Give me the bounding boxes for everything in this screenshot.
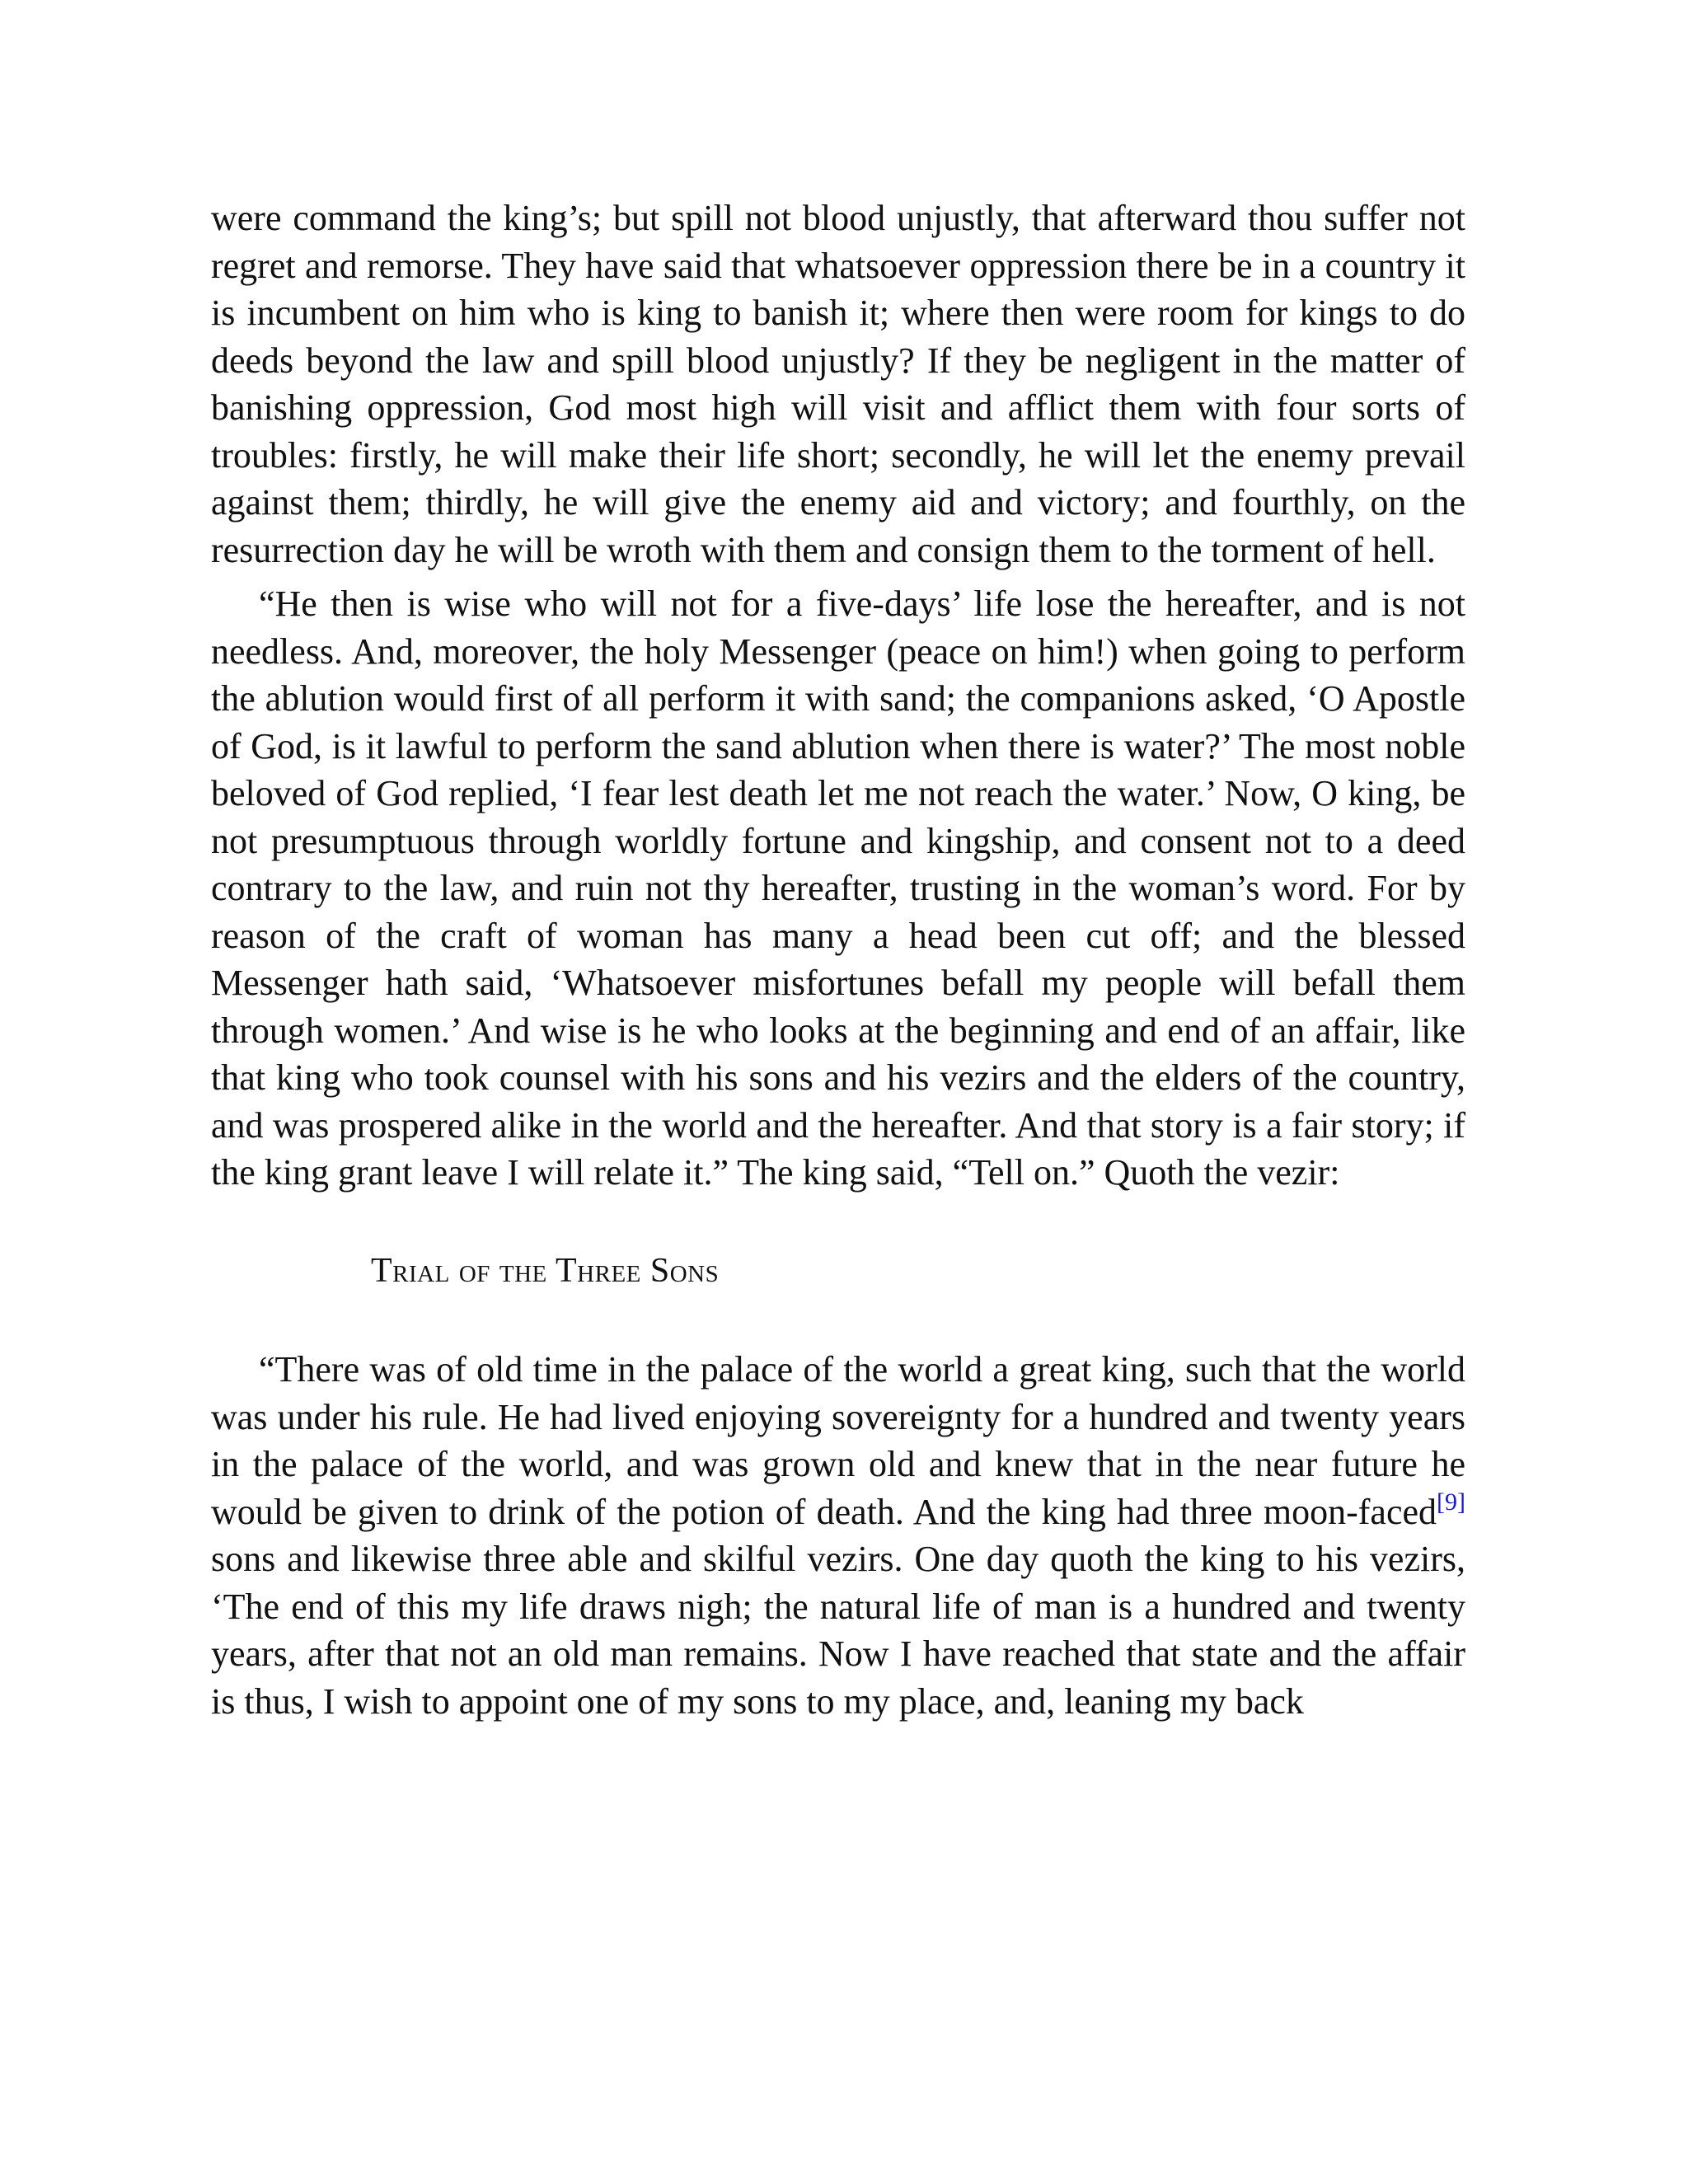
paragraph-text-before-footnote: “There was of old time in the palace of the world a great king, such that the world was under his rule. He had lived enjoying sovereignty for a hundred and twenty years in the palace of the world, and was grown old and knew that in the near future he would be given to drink of the potion of death. And the king had three moon-faced	[211, 1349, 1465, 1532]
paragraph-continuation: were command the king’s; but spill not blood unjustly, that afterward thou suffer not regret and remorse. They have said that whatsoever oppression there be in a country it is incumbent on him who is king to banish it; where then were room for kings to do deeds beyond the law and spill blood unjustly? If they be negligent in the matter of banishing oppression, God most high will visit and afflict them with four sorts of troubles: firstly, he will make their life short; secondly, he will let the enemy prevail against them; thirdly, he will give the enemy aid and victory; and fourthly, on the resurrection day he will be wroth with them and consign them to the torment of hell.	[211, 198, 1465, 570]
paragraph-text-after-footnote: sons and likewise three able and skilful vezirs. One day quoth the king to his vezirs, ‘The end of this my life draws nigh; the natural life of man is a hundred and twenty years, after that not an old man remains. Now I have reached that state and the affair is thus, I wish to appoint one of my sons to my place, and, leaning my back	[211, 1539, 1465, 1722]
section-heading: Trial of the Three Sons	[371, 1251, 720, 1290]
paragraph-story-start	[211, 1346, 1465, 1725]
footnote-link[interactable]: [9]	[1437, 1488, 1465, 1516]
paragraph-vezir-speech: “He then is wise who will not for a five-days’ life lose the hereafter, and is not needless. And, moreover, the holy Messenger (peace on him!) when going to perform the ablution would first of all perform it with sand; the companions asked, ‘O Apostle of God, is it lawful to perform the sand ablution when there is water?’ The most noble beloved of God replied, ‘I fear lest death let me not reach the water.’ Now, O king, be not presumptuous through worldly fortune and kingship, and consent not to a deed contrary to the law, and ruin not thy hereafter, trusting in the woman’s word. For by reason of the craft of woman has many a head been cut off; and the blessed Messenger hath said, ‘Whatsoever misfortunes befall my people will befall them through women.’ And wise is he who looks at the beginning and end of an affair, like that king who took counsel with his sons and his vezirs and the elders of the country, and was prospered alike in the world and the hereafter. And that story is a fair story; if the king grant leave I will relate it.” The king said, “Tell on.” Quoth the vezir:	[211, 583, 1465, 1193]
page-body	[211, 194, 1465, 1725]
